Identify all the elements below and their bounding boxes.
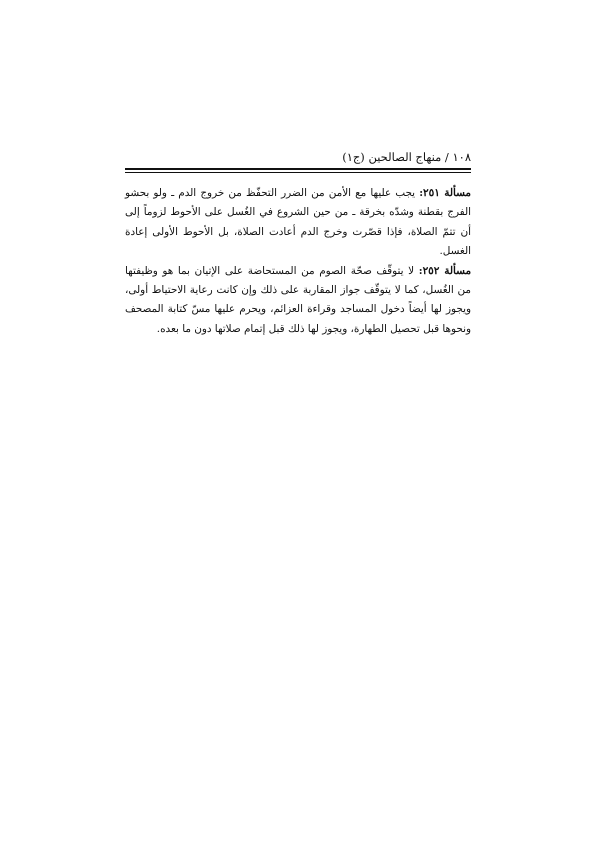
paragraph-text: لا يتوقّف صحّة الصوم من المستحاضة على الإتيان بما هو وظيفتها من الغُسل، كما لا يتوقّف جواز المقاربة على ذلك وإن كانت رعاية الاحتياط أولى، ويجوز لها أيضاً دخول المساجد وقراءة العزائم، ويحرم عليها مسّ كتابة المصحف ونحوها قبل تحصيل الطهارة، ويجوز لها ذلك قبل إتمام صلاتها دون ما بعده. <box>125 264 471 335</box>
paragraph-text: يجب عليها مع الأمن من الضرر التحفّظ من خروج الدم ـ ولو بحشو الفرج بقطنة وشدّه بخرقة ـ من حين الشروع في الغُسل على الأحوط لزوماً إلى أن تتمّ الصلاة، فإذا قصّرت وخرج الدم أعادت الصلاة، بل الأحوط الأولى إعادة الغسل. <box>125 187 471 258</box>
header-rule-thick <box>125 168 471 170</box>
header-rule-thin <box>125 172 471 173</box>
body-text <box>125 184 471 339</box>
running-header <box>125 148 471 170</box>
paragraph-masala-251 <box>125 184 471 262</box>
masala-label: مسألة ٢٥١: <box>419 187 471 199</box>
masala-label: مسألة ٢٥٢: <box>418 264 472 277</box>
paragraph-masala-252 <box>125 262 471 340</box>
header-title: ١٠٨ / منهاج الصالحين (ج١) <box>342 150 471 164</box>
